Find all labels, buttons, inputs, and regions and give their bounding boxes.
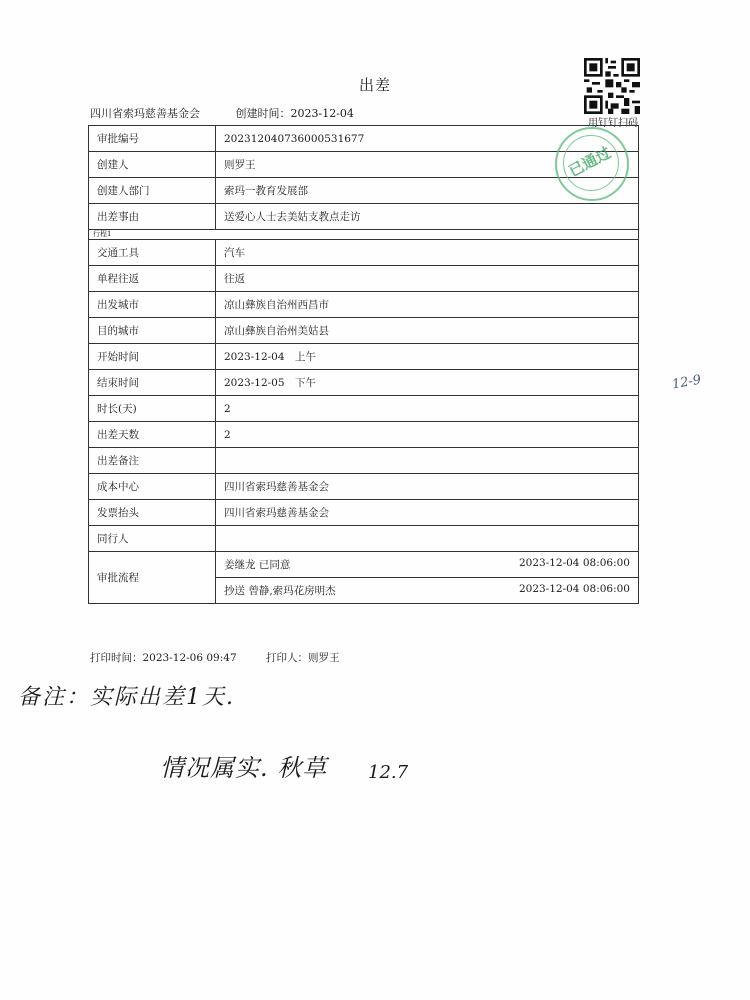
table-row — [89, 240, 639, 266]
row-label: 创建人 — [89, 152, 216, 178]
row-value: 汽车 — [216, 240, 639, 266]
row-value: 四川省索玛慈善基金会 — [216, 474, 639, 500]
row-label: 出差事由 — [89, 204, 216, 230]
row-value: 2 — [216, 422, 639, 448]
row-label: 发票抬头 — [89, 500, 216, 526]
row-label: 交通工具 — [89, 240, 216, 266]
print-time-label: 打印时间： — [90, 652, 143, 664]
table-row — [89, 474, 639, 500]
table-row — [89, 370, 639, 396]
approved-stamp — [555, 127, 629, 201]
approval-row — [89, 552, 639, 578]
created-time-value: 2023-12-04 — [290, 107, 354, 120]
handwritten-remark: 备注：实际出差1天. — [18, 685, 235, 710]
row-label: 成本中心 — [89, 474, 216, 500]
section-header-row — [89, 230, 639, 240]
row-label: 创建人部门 — [89, 178, 216, 204]
qr-code-icon — [584, 58, 640, 114]
row-value: 往返 — [216, 266, 639, 292]
row-value: 凉山彝族自治州西昌市 — [216, 292, 639, 318]
stamp-text: 已通过 — [565, 143, 614, 181]
created-time — [236, 107, 354, 120]
section-label: 行程1 — [89, 230, 639, 240]
printer — [266, 652, 340, 664]
print-time — [90, 652, 237, 664]
row-label: 时长(天) — [89, 396, 216, 422]
row-value: 2 — [216, 396, 639, 422]
approval-step — [216, 578, 639, 604]
approval-step — [216, 552, 639, 578]
table-row — [89, 396, 639, 422]
table-row — [89, 266, 639, 292]
row-value: 索玛一教育发展部 — [216, 178, 639, 204]
row-value: 2023-12-04 上午 — [216, 344, 639, 370]
table-row — [89, 422, 639, 448]
table-row — [89, 292, 639, 318]
print-footer — [90, 650, 365, 665]
handwritten-margin-note: 12-9 — [670, 372, 703, 393]
row-label: 出发城市 — [89, 292, 216, 318]
document-header — [90, 105, 386, 121]
row-label: 同行人 — [89, 526, 216, 552]
table-row — [89, 318, 639, 344]
row-label: 出差天数 — [89, 422, 216, 448]
row-value: 四川省索玛慈善基金会 — [216, 500, 639, 526]
row-label: 结束时间 — [89, 370, 216, 396]
row-value: 凉山彝族自治州美姑县 — [216, 318, 639, 344]
printer-label: 打印人： — [265, 652, 308, 664]
row-value — [216, 448, 639, 474]
row-value — [216, 526, 639, 552]
printer-value: 则罗王 — [307, 652, 340, 664]
table-row — [89, 178, 639, 204]
row-label: 审批编号 — [89, 126, 216, 152]
created-time-label: 创建时间： — [235, 107, 291, 120]
row-label: 开始时间 — [89, 344, 216, 370]
table-row — [89, 344, 639, 370]
print-time-value: 2023-12-06 09:47 — [142, 652, 237, 664]
handwritten-signature: 情况属实. 秋草 — [160, 754, 328, 782]
document-title: 出差 — [358, 76, 391, 94]
organization-name: 四川省索玛慈善基金会 — [90, 107, 200, 120]
row-value: 送爱心人士去美姑支教点走访 — [216, 204, 639, 230]
table-row — [89, 526, 639, 552]
approval-step-text: 姜继龙 已同意 — [224, 559, 291, 571]
travel-form-table — [88, 125, 639, 604]
table-row — [89, 500, 639, 526]
row-value: 202312040736000531677 — [216, 126, 639, 152]
approval-label: 审批流程 — [89, 552, 216, 604]
approval-step-time: 2023-12-04 08:06:00 — [518, 583, 630, 595]
table-row — [89, 448, 639, 474]
approval-step-time: 2023-12-04 08:06:00 — [518, 557, 630, 569]
row-label: 出差备注 — [89, 448, 216, 474]
table-row — [89, 204, 639, 230]
handwritten-date: 12.7 — [368, 762, 409, 783]
row-label: 单程往返 — [89, 266, 216, 292]
qr-scan-label: 用钉钉扫码 — [588, 118, 638, 129]
table-row — [89, 126, 639, 152]
approval-step-text: 抄送 曾静,索玛花房明杰 — [224, 585, 336, 597]
row-label: 目的城市 — [89, 318, 216, 344]
row-value: 2023-12-05 下午 — [216, 370, 639, 396]
row-value: 则罗王 — [216, 152, 639, 178]
